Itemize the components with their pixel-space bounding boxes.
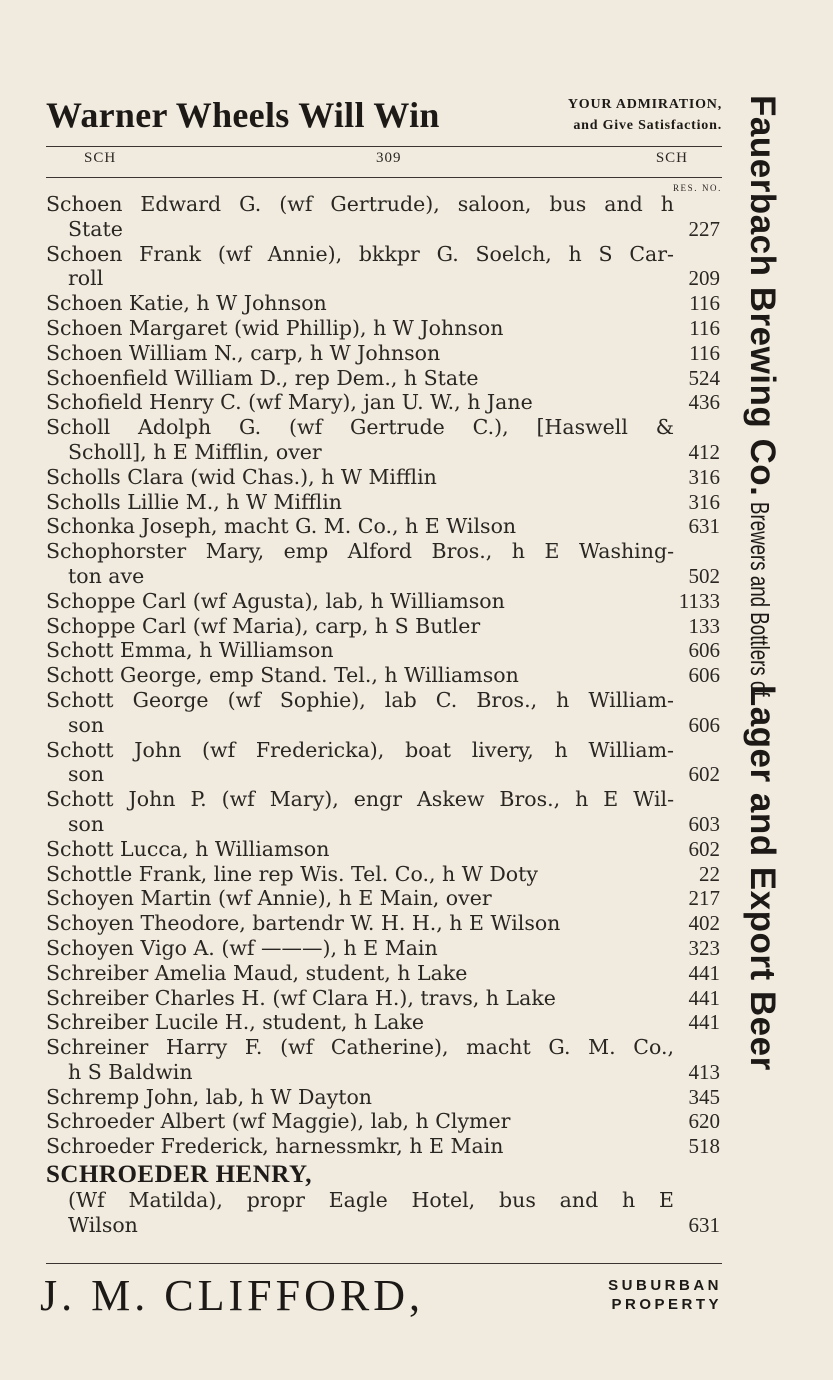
- res-number: 116: [689, 340, 720, 365]
- directory-entry: [46, 589, 722, 614]
- entry-line: [46, 1213, 722, 1238]
- directory-entry: [46, 465, 722, 490]
- entry-text: State: [68, 216, 123, 241]
- side-ad-brewery: Fauerbach Brewing Co.: [743, 95, 782, 497]
- entry-line: [46, 886, 722, 911]
- directory-entry: [46, 787, 722, 837]
- entry-text: Scholl], h E Mifflin, over: [68, 439, 322, 464]
- top-ad-headline: Warner Wheels Will Win: [46, 95, 440, 135]
- entry-text: Schott Lucca, h Williamson: [46, 836, 330, 861]
- entry-text: Schreiner Harry F. (wf Catherine), macht G. M. Co.,: [46, 1035, 674, 1060]
- directory-entry: [46, 390, 722, 415]
- res-number: 441: [688, 985, 720, 1010]
- directory-entry: [46, 539, 722, 589]
- entry-line: [46, 738, 722, 763]
- res-number: 606: [688, 663, 720, 688]
- entry-line: [46, 316, 722, 341]
- entry-line: [46, 961, 722, 986]
- top-ad-tagline-line2: and Give Satisfaction.: [573, 118, 722, 133]
- entry-line: [46, 1085, 722, 1110]
- entry-text: roll: [68, 266, 104, 291]
- entry-text: Schoyen Vigo A. (wf ———), h E Main: [46, 935, 438, 960]
- entry-text: Wilson: [68, 1212, 138, 1237]
- entry-text: Schreiber Amelia Maud, student, h Lake: [46, 960, 468, 985]
- directory-entry: [46, 862, 722, 887]
- directory-entry: [46, 961, 722, 986]
- directory-entry: [46, 341, 722, 366]
- directory-entry: [46, 688, 722, 738]
- res-number: 606: [688, 712, 720, 737]
- entry-line: [46, 266, 722, 291]
- entry-text: Schoen Katie, h W Johnson: [46, 291, 327, 316]
- entry-line: [46, 564, 722, 589]
- entry-line: [46, 192, 722, 217]
- res-number: 412: [688, 439, 720, 464]
- entry-line: [46, 936, 722, 961]
- entry-text: Schoyen Theodore, bartendr W. H. H., h E Wilson: [46, 911, 561, 936]
- res-number: 518: [688, 1134, 720, 1159]
- directory-entry: [46, 291, 722, 316]
- entry-text: Schoppe Carl (wf Agusta), lab, h Williamson: [46, 588, 505, 613]
- entry-line: [46, 911, 722, 936]
- entry-line: [46, 638, 722, 663]
- entry-text: Schoen Margaret (wid Phillip), h W Johnson: [46, 315, 504, 340]
- bottom-ad-line1: SUBURBAN: [608, 1277, 722, 1294]
- page-number: 309: [376, 150, 402, 166]
- res-number: 116: [689, 315, 720, 340]
- directory-entry: [46, 1134, 722, 1159]
- header-rule: [46, 177, 722, 178]
- running-header-left: SCH: [84, 150, 117, 166]
- entry-text: Schroeder Frederick, harnessmkr, h E Main: [46, 1134, 504, 1159]
- entry-line: [46, 1035, 722, 1060]
- entry-line: [46, 589, 722, 614]
- directory-entry: [46, 738, 722, 788]
- res-number: 441: [688, 1010, 720, 1035]
- res-number: 227: [688, 216, 720, 241]
- directory-entry: [46, 242, 722, 292]
- entry-line: [46, 986, 722, 1011]
- res-number: 316: [688, 464, 720, 489]
- running-header: [46, 150, 722, 172]
- entry-text: Schoenfield William D., rep Dem., h State: [46, 365, 479, 390]
- running-header-right: SCH: [655, 150, 688, 166]
- entry-line: [46, 688, 722, 713]
- bottom-ad-name: J. M. CLIFFORD,: [40, 1271, 424, 1320]
- directory-entry: [46, 490, 722, 515]
- entry-text: Schoen William N., carp, h W Johnson: [46, 340, 441, 365]
- entry-text: Scholls Lillie M., h W Mifflin: [46, 489, 342, 514]
- directory-entry: [46, 1085, 722, 1110]
- entry-line: [46, 1060, 722, 1085]
- entry-text: Schoen Edward G. (wf Gertrude), saloon, bus and h: [46, 192, 674, 216]
- entry-line: [46, 440, 722, 465]
- entry-text: Scholl Adolph G. (wf Gertrude C.), [Haswell &: [46, 415, 674, 440]
- res-number: 524: [688, 365, 720, 390]
- directory-entry: [46, 192, 722, 242]
- res-number: 436: [688, 390, 720, 415]
- res-number: 606: [688, 638, 720, 663]
- res-number: 631: [688, 1212, 720, 1237]
- directory-entry: [46, 911, 722, 936]
- directory-listing: [46, 192, 722, 1238]
- entry-text: ton ave: [68, 563, 145, 588]
- entry-text: h S Baldwin: [68, 1059, 193, 1084]
- directory-entry: [46, 1010, 722, 1035]
- entry-text: Schophorster Mary, emp Alford Bros., h E Washing-: [46, 539, 674, 564]
- res-number: 603: [688, 811, 720, 836]
- top-rule: [46, 146, 722, 147]
- entry-text: Schott George (wf Sophie), lab C. Bros., h William-: [46, 687, 674, 712]
- entry-text: Schreiber Charles H. (wf Clara H.), travs, h Lake: [46, 985, 556, 1010]
- entry-line: [46, 366, 722, 391]
- directory-entry: [46, 986, 722, 1011]
- entry-line: [46, 614, 722, 639]
- top-ad-tagline: [568, 94, 722, 136]
- bottom-advertisement: [40, 1270, 722, 1326]
- column-header-res-no: RES. NO.: [672, 183, 722, 193]
- entry-line: [46, 390, 722, 415]
- entry-text: Schroeder Albert (wf Maggie), lab, h Clymer: [46, 1109, 511, 1134]
- directory-entry: [46, 936, 722, 961]
- entry-line: [46, 663, 722, 688]
- top-advertisement: [46, 92, 722, 142]
- entry-line: [46, 1188, 722, 1213]
- entry-line: [46, 242, 722, 267]
- res-number: 441: [688, 960, 720, 985]
- directory-entry: [46, 614, 722, 639]
- entry-text: Schoyen Martin (wf Annie), h E Main, over: [46, 886, 492, 911]
- entry-line: [46, 490, 722, 515]
- entry-text: Schott George, emp Stand. Tel., h Williamson: [46, 663, 519, 688]
- side-advertisement: [742, 95, 782, 1325]
- res-number: 323: [688, 935, 720, 960]
- entry-line: [46, 465, 722, 490]
- directory-entry: [46, 886, 722, 911]
- entry-line: [46, 787, 722, 812]
- entry-line: [46, 415, 722, 440]
- res-number: 22: [699, 861, 720, 886]
- res-number: 413: [688, 1059, 720, 1084]
- entry-line: [46, 762, 722, 787]
- top-ad-tagline-line1: YOUR ADMIRATION,: [567, 97, 722, 112]
- res-number: 345: [688, 1084, 720, 1109]
- directory-entry: [46, 514, 722, 539]
- directory-entry: [46, 663, 722, 688]
- side-ad-text: [742, 95, 782, 1325]
- entry-line: [46, 341, 722, 366]
- bottom-rule: [46, 1263, 722, 1264]
- res-number: 116: [689, 291, 720, 316]
- res-number: 402: [688, 911, 720, 936]
- featured-entry: [46, 1159, 722, 1238]
- entry-text: Schoen Frank (wf Annie), bkkpr G. Soelch, h S Car-: [46, 241, 674, 266]
- directory-entry: [46, 1035, 722, 1085]
- entry-line: [46, 1010, 722, 1035]
- entry-text: Schott John P. (wf Mary), engr Askew Bros., h E Wil-: [46, 787, 674, 812]
- entry-line: [46, 1109, 722, 1134]
- bottom-ad-tagline: [608, 1276, 722, 1314]
- entry-line: [46, 812, 722, 837]
- entry-text: Schott Emma, h Williamson: [46, 638, 334, 663]
- res-number: 631: [688, 514, 720, 539]
- res-number: 316: [688, 489, 720, 514]
- res-number: 209: [688, 266, 720, 291]
- entry-text: son: [68, 712, 105, 737]
- entry-text: Schreiber Lucile H., student, h Lake: [46, 1010, 425, 1035]
- directory-entry: [46, 316, 722, 341]
- entry-text: Schoppe Carl (wf Maria), carp, h S Butler: [46, 613, 481, 638]
- side-ad-product: Lager and Export Beer: [743, 684, 782, 1071]
- featured-entry-name: SCHROEDER HENRY,: [46, 1161, 312, 1189]
- directory-entry: [46, 366, 722, 391]
- entry-text: Schottle Frank, line rep Wis. Tel. Co., h W Doty: [46, 861, 538, 886]
- entry-text: son: [68, 762, 105, 787]
- directory-entry: [46, 415, 722, 465]
- res-number: 133: [688, 613, 720, 638]
- directory-entry: [46, 1109, 722, 1134]
- entry-line: [46, 1134, 722, 1159]
- entry-text: Scholls Clara (wid Chas.), h W Mifflin: [46, 464, 437, 489]
- res-number: 1133: [678, 588, 720, 613]
- entry-line: [46, 862, 722, 887]
- res-number: 217: [688, 886, 720, 911]
- entry-text: (Wf Matilda), propr Eagle Hotel, bus and h E: [68, 1188, 674, 1213]
- res-number: 620: [688, 1109, 720, 1134]
- entry-text: Schott John (wf Fredericka), boat livery, h William-: [46, 737, 674, 762]
- entry-line: [46, 539, 722, 564]
- entry-line: [46, 291, 722, 316]
- entry-text: son: [68, 811, 105, 836]
- entry-line: [46, 837, 722, 862]
- res-number: 602: [688, 762, 720, 787]
- entry-text: Schremp John, lab, h W Dayton: [46, 1084, 372, 1109]
- entry-line: [46, 713, 722, 738]
- res-number: 502: [688, 563, 720, 588]
- directory-entry: [46, 837, 722, 862]
- directory-entry: [46, 638, 722, 663]
- entry-line: [46, 514, 722, 539]
- entry-text: Schofield Henry C. (wf Mary), jan U. W., h Jane: [46, 390, 533, 415]
- entry-text: Schonka Joseph, macht G. M. Co., h E Wilson: [46, 514, 517, 539]
- side-ad-description: Brewers and Bottlers of: [745, 501, 775, 697]
- entry-line: [46, 217, 722, 242]
- res-number: 602: [688, 836, 720, 861]
- bottom-ad-line2: PROPERTY: [611, 1296, 722, 1313]
